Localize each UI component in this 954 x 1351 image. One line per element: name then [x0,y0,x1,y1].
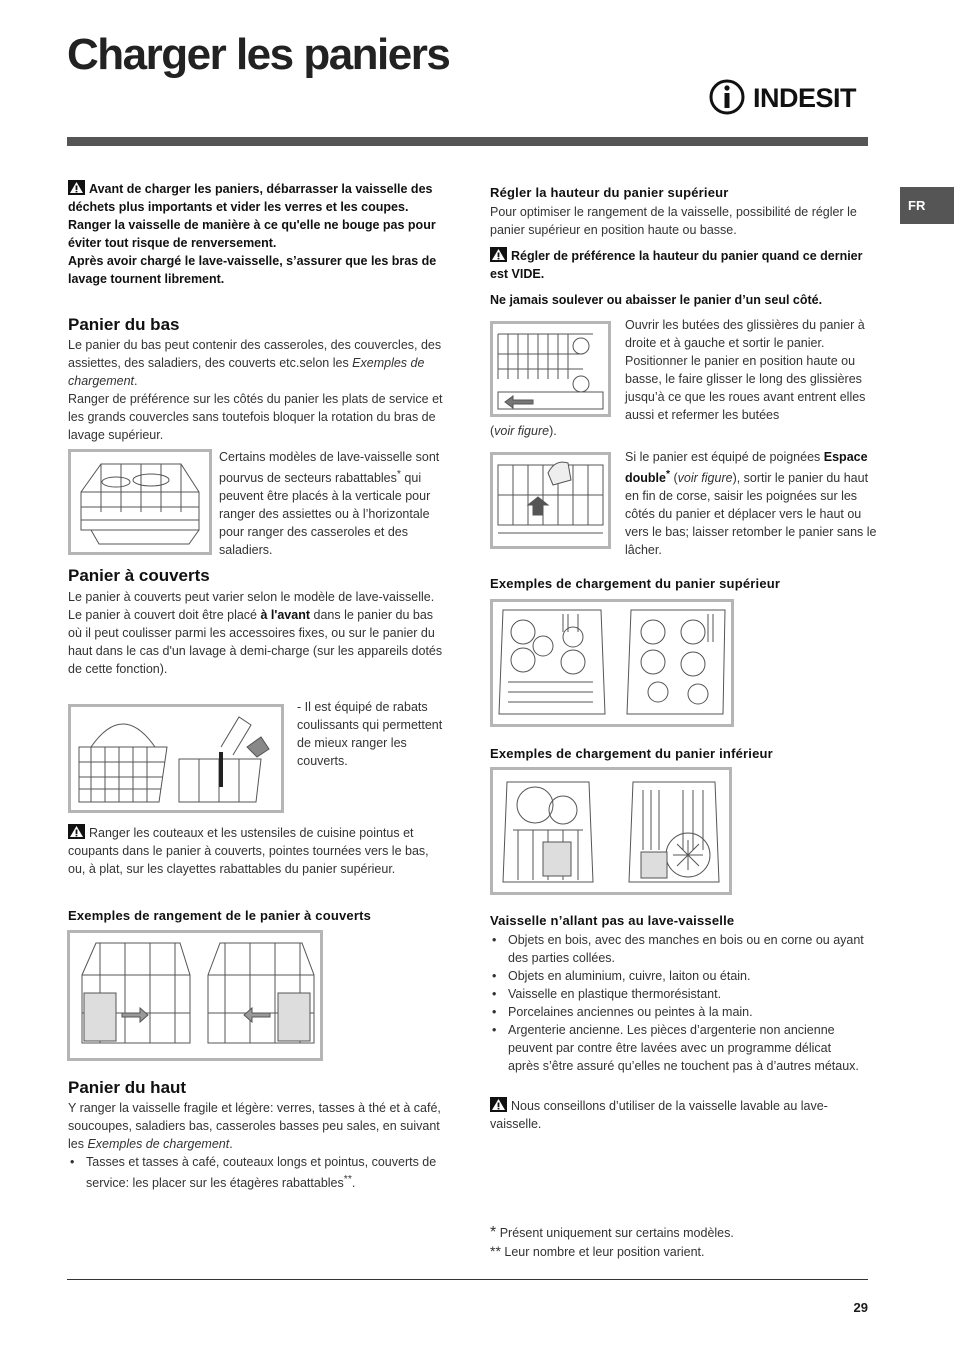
basket-rail-illustration [490,321,611,417]
rail-drawing [493,324,608,414]
panier-couverts-side-text: - Il est équipé de rabats coulissants qui permettent de mieux ranger les couverts. [297,700,443,768]
heading-rangement-couverts: Exemples de rangement de le panier à couverts [68,908,372,923]
list-item: • Objets en aluminium, cuivre, laiton ou étain. [490,967,865,985]
regler-hauteur-text: Pour optimiser le rangement de la vaisselle, possibilité de régler le panier supérieur en position haute ou basse. [490,205,857,237]
regler-side-text-1: Ouvrir les butées des glissières du panier à droite et à gauche et sortir le panier. Positionner le panier en position haute ou basse, le faire glisser le long des glissières jusqu’à ce que les roues avant entrent elles aussi et refermer les butées [625,318,866,422]
double-space-drawing [493,455,608,546]
heading-exemples-inferieur: Exemples de chargement du panier inférieur [490,746,773,761]
list-item: • Vaisselle en plastique thermorésistant. [490,985,865,1003]
vaisselle-warning: Nous conseillons d’utiliser de la vaisselle lavable au lave-vaisselle. [490,1099,828,1131]
lower-examples-drawing [493,770,729,892]
warning-icon [68,824,85,839]
warning-icon [68,180,85,195]
page-number: 29 [853,1300,868,1315]
heading-panier-couverts: Panier à couverts [68,566,210,585]
heading-panier-haut: Panier du haut [68,1078,187,1097]
couverts-warning: Ranger les couteaux et les ustensiles de cuisine pointus et coupants dans le panier à couverts, pointes tournées vers le bas, ou, à plat, sur les clayettes rabattables du panier supérieur. [68,826,429,876]
brand-name: INDESIT [753,83,857,113]
regler-side-text-2: Si le panier est équipé de poignées Espace double* (voir figure), sortir le panier du haut en fin de corse, saisir les poignées sur les côtés du panier et déplacer vers le haut ou vers le bas; laisser retomber le panier sans le lâcher. [625,450,877,558]
cutlery-placement-drawing [70,933,320,1058]
regler-warning: Régler de préférence la hauteur du panier quand ce dernier est VIDE. [490,249,863,281]
lower-basket-illustration [68,449,212,555]
page-title: Charger les paniers [67,30,450,79]
panier-haut-text: Y ranger la vaisselle fragile et légère: verres, tasses à thé et à café, soucoupes, saladiers bas, casseroles basses peu sales, en suivant les Exemples de chargement. • Tasses et tasses à café, couteaux longs et pointus, couverts de service: les placer sur les étagères rabattables**. [68,1099,453,1192]
cutlery-basket-illustration [68,704,284,813]
indesit-logo [708,78,858,116]
upper-examples-drawing [493,602,731,724]
panier-couverts-text: Le panier à couverts peut varier selon le modèle de lave-vaisselle. Le panier à couvert doit être placé à l'avant dans le panier du bas où il peut coulisser parmi les accessoires fixes, ou sur le panier du haut dans le cas d'un lavage à demi-charge (sur les appareils dotés de cette fonction). [68,590,443,676]
warning-icon [490,1097,507,1112]
header-rule [67,137,868,146]
heading-panier-bas: Panier du bas [68,315,180,334]
lower-basket-examples [490,767,732,895]
intro-warning: Avant de charger les paniers, débarrasser la vaisselle des déchets plus importants et vider les verres et les coupes. Ranger la vaisselle de manière à ce qu'elle ne bouge pas pour éviter tout risque de renversement. Après avoir chargé le lave-vaisselle, s’assurer que les bras de lavage tournent librement. [68,182,437,286]
basket-drawing [71,452,209,552]
heading-regler-hauteur: Régler la hauteur du panier supérieur [490,185,729,200]
warning-icon [490,247,507,262]
list-item: • Tasses et tasses à café, couteaux longs et pointus, couverts de service: les placer sur les étagères rabattables**. [68,1153,453,1192]
regler-bold-note: Ne jamais soulever ou abaisser le panier d’un seul côté. [490,293,823,307]
language-tab: FR [900,187,954,224]
double-space-illustration [490,452,611,549]
voir-figure-1: (voir figure). [490,424,557,438]
cutlery-placement-illustration [67,930,323,1061]
list-item: • Argenterie ancienne. Les pièces d’argenterie non ancienne peuvent par contre être lavées avec un programme délicat après s’être assuré qu’elles ne touchent pas à d’autres métaux. [490,1021,865,1075]
vaisselle-non-list [490,931,865,1075]
footer-rule [67,1279,868,1280]
heading-vaisselle-non: Vaisselle n’allant pas au lave-vaisselle [490,913,735,928]
upper-basket-examples [490,599,734,727]
panier-bas-text: Le panier du bas peut contenir des casseroles, des couvercles, des assiettes, des saladiers, des couverts etc.selon les Exemples de chargement. Ranger de préférence sur les côtés du panier les plats de service et les grands couvercles sans toutefois bloquer la rotation du bras de lavage supérieur. [68,338,443,442]
cutlery-drawing [71,707,281,810]
heading-exemples-superieur: Exemples de chargement du panier supérieur [490,576,781,591]
list-item: • Objets en bois, avec des manches en bois ou en corne ou ayant des parties collées. [490,931,865,967]
panier-bas-side-text: Certains modèles de lave-vaisselle sont pourvus de secteurs rabattables* qui peuvent être placés à la verticale pour ranger des assiettes ou à l’horizontale pour ranger des casseroles et des saladiers. [219,450,440,558]
list-item: • Porcelaines anciennes ou peintes à la main. [490,1003,865,1021]
footnotes: * Présent uniquement sur certains modèles. ** Leur nombre et leur position varient. [490,1224,734,1259]
